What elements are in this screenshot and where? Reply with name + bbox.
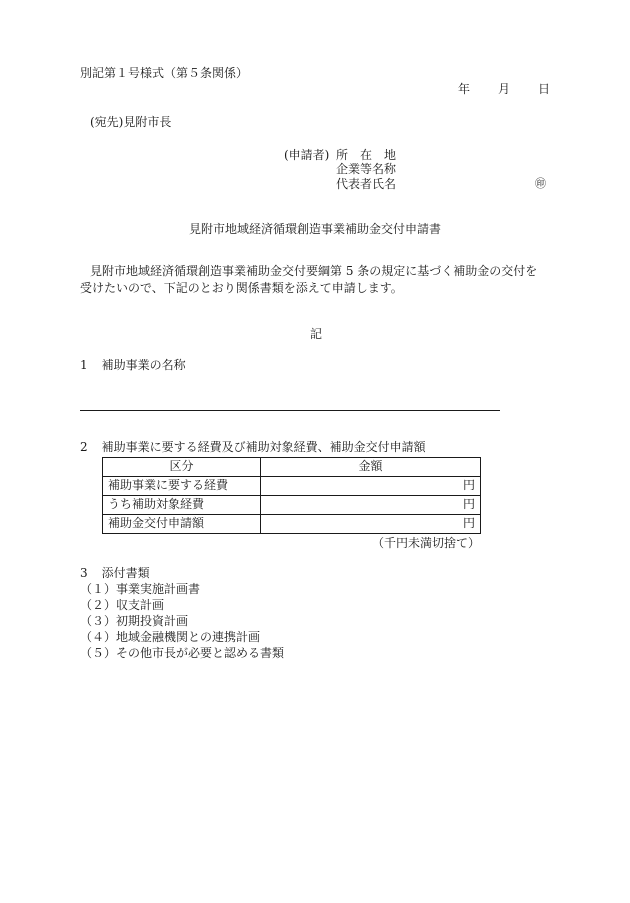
addressee: (宛先)見附市長 bbox=[90, 115, 172, 129]
section-1-heading bbox=[80, 358, 186, 374]
table-row bbox=[103, 515, 481, 534]
section-3-number: 3 bbox=[80, 566, 88, 580]
body-line-2: 受けたいので、下記のとおり関係書類を添えて申請します。 bbox=[80, 281, 403, 295]
applicant-company-label: 企業等名称 bbox=[336, 162, 397, 176]
section-1-number: 1 bbox=[80, 358, 88, 372]
attachment-item: （２）収支計画 bbox=[80, 598, 165, 612]
amount-cell: 円 bbox=[261, 496, 481, 515]
form-id: 別記第１号様式（第５条関係） bbox=[80, 66, 249, 80]
amount-cell: 円 bbox=[261, 515, 481, 534]
date-line bbox=[458, 82, 550, 98]
ki-heading: 記 bbox=[310, 327, 323, 341]
seal-mark: ㊞ bbox=[535, 177, 546, 190]
attachment-item: （４）地域金融機関との連携計画 bbox=[80, 630, 261, 644]
rounding-note: （千円未満切捨て） bbox=[371, 536, 480, 550]
section-3-heading bbox=[80, 566, 150, 582]
column-header-amount: 金額 bbox=[261, 458, 481, 477]
table-header-row bbox=[103, 458, 481, 477]
section-2-heading bbox=[80, 440, 426, 456]
table-row bbox=[103, 496, 481, 515]
attachment-item: （３）初期投資計画 bbox=[80, 614, 189, 628]
amount-cell: 円 bbox=[261, 477, 481, 496]
section-1-title: 補助事業の名称 bbox=[101, 358, 186, 372]
project-name-line bbox=[80, 410, 500, 411]
row-label: 補助事業に要する経費 bbox=[103, 477, 261, 496]
attachment-item: （５）その他市長が必要と認める書類 bbox=[80, 646, 285, 660]
applicant-rep-label: 代表者氏名 bbox=[336, 177, 397, 191]
date-month-label: 月 bbox=[497, 82, 510, 96]
applicant-prefix: (申請者) bbox=[284, 148, 330, 162]
body-line-1: 見附市地域経済循環創造事業補助金交付要綱第 5 条の規定に基づく補助金の交付を bbox=[90, 264, 538, 278]
row-label: うち補助対象経費 bbox=[103, 496, 261, 515]
date-day-label: 日 bbox=[537, 82, 550, 96]
section-3-title: 添付書類 bbox=[101, 566, 150, 580]
section-2-number: 2 bbox=[80, 440, 88, 454]
date-year-label: 年 bbox=[457, 82, 470, 96]
column-header-category: 区分 bbox=[103, 458, 261, 477]
applicant-address-label: 所 在 地 bbox=[336, 148, 397, 162]
attachment-item: （１）事業実施計画書 bbox=[80, 582, 201, 596]
table-row bbox=[103, 477, 481, 496]
expense-table bbox=[102, 457, 481, 534]
document-title: 見附市地域経済循環創造事業補助金交付申請書 bbox=[189, 222, 442, 236]
section-2-title: 補助事業に要する経費及び補助対象経費、補助金交付申請額 bbox=[101, 440, 426, 454]
row-label: 補助金交付申請額 bbox=[103, 515, 261, 534]
